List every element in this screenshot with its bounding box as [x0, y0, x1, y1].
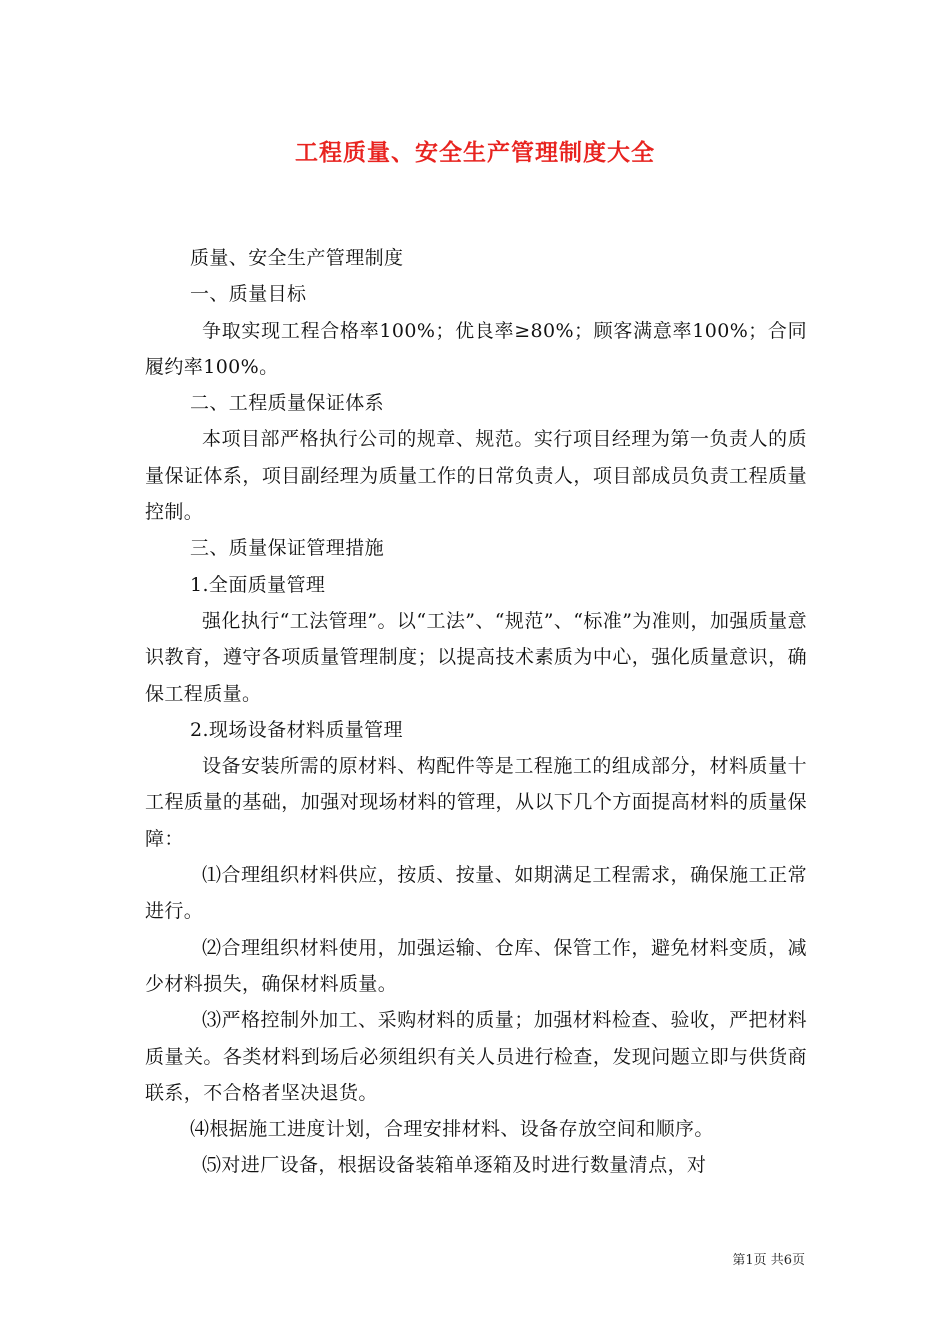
document-body — [145, 240, 807, 1184]
paragraph: 争取实现工程合格率100%；优良率≥80%；顾客满意率100%；合同履约率100%。 — [145, 319, 807, 378]
section-heading: 三、质量保证管理措施 — [190, 537, 385, 560]
document-title: 工程质量、安全生产管理制度大全 — [295, 140, 655, 166]
section-heading: 质量、安全生产管理制度 — [190, 247, 404, 269]
section-heading: 一、质量目标 — [190, 283, 307, 306]
section-heading: 二、工程质量保证体系 — [190, 392, 385, 415]
subsection-heading: 1.全面质量管理 — [190, 573, 326, 596]
list-item: ⑷根据施工进度计划，合理安排材料、设备存放空间和顺序。 — [190, 1118, 714, 1141]
page-number: 第1页 共6页 — [732, 1253, 805, 1268]
subsection-heading: 2.现场设备材料质量管理 — [190, 718, 403, 741]
paragraph: 设备安装所需的原材料、构配件等是工程施工的组成部分，材料质量十工程质量的基础，加强对现场材料的管理，从以下几个方面提高材料的质量保障： — [145, 755, 807, 850]
list-item: ⑴合理组织材料供应，按质、按量、如期满足工程需求，确保施工正常进行。 — [145, 864, 807, 923]
paragraph: 强化执行“工法管理”。以“工法”、“规范”、“标准”为准则，加强质量意识教育，遵守各项质量管理制度；以提高技术素质为中心，强化质量意识，确保工程质量。 — [145, 609, 807, 705]
list-item: ⑶严格控制外加工、采购材料的质量；加强材料检查、验收，严把材料质量关。各类材料到场后必须组织有关人员进行检查，发现问题立即与供货商联系，不合格者坚决退货。 — [145, 1009, 807, 1104]
list-item: ⑵合理组织材料使用，加强运输、仓库、保管工作，避免材料变质，减少材料损失，确保材料质量。 — [145, 936, 807, 995]
list-item: ⑸对进厂设备，根据设备装箱单逐箱及时进行数量清点，对 — [202, 1154, 707, 1177]
paragraph: 本项目部严格执行公司的规章、规范。实行项目经理为第一负责人的质量保证体系，项目副经理为质量工作的日常负责人，项目部成员负责工程质量控制。 — [145, 428, 807, 524]
